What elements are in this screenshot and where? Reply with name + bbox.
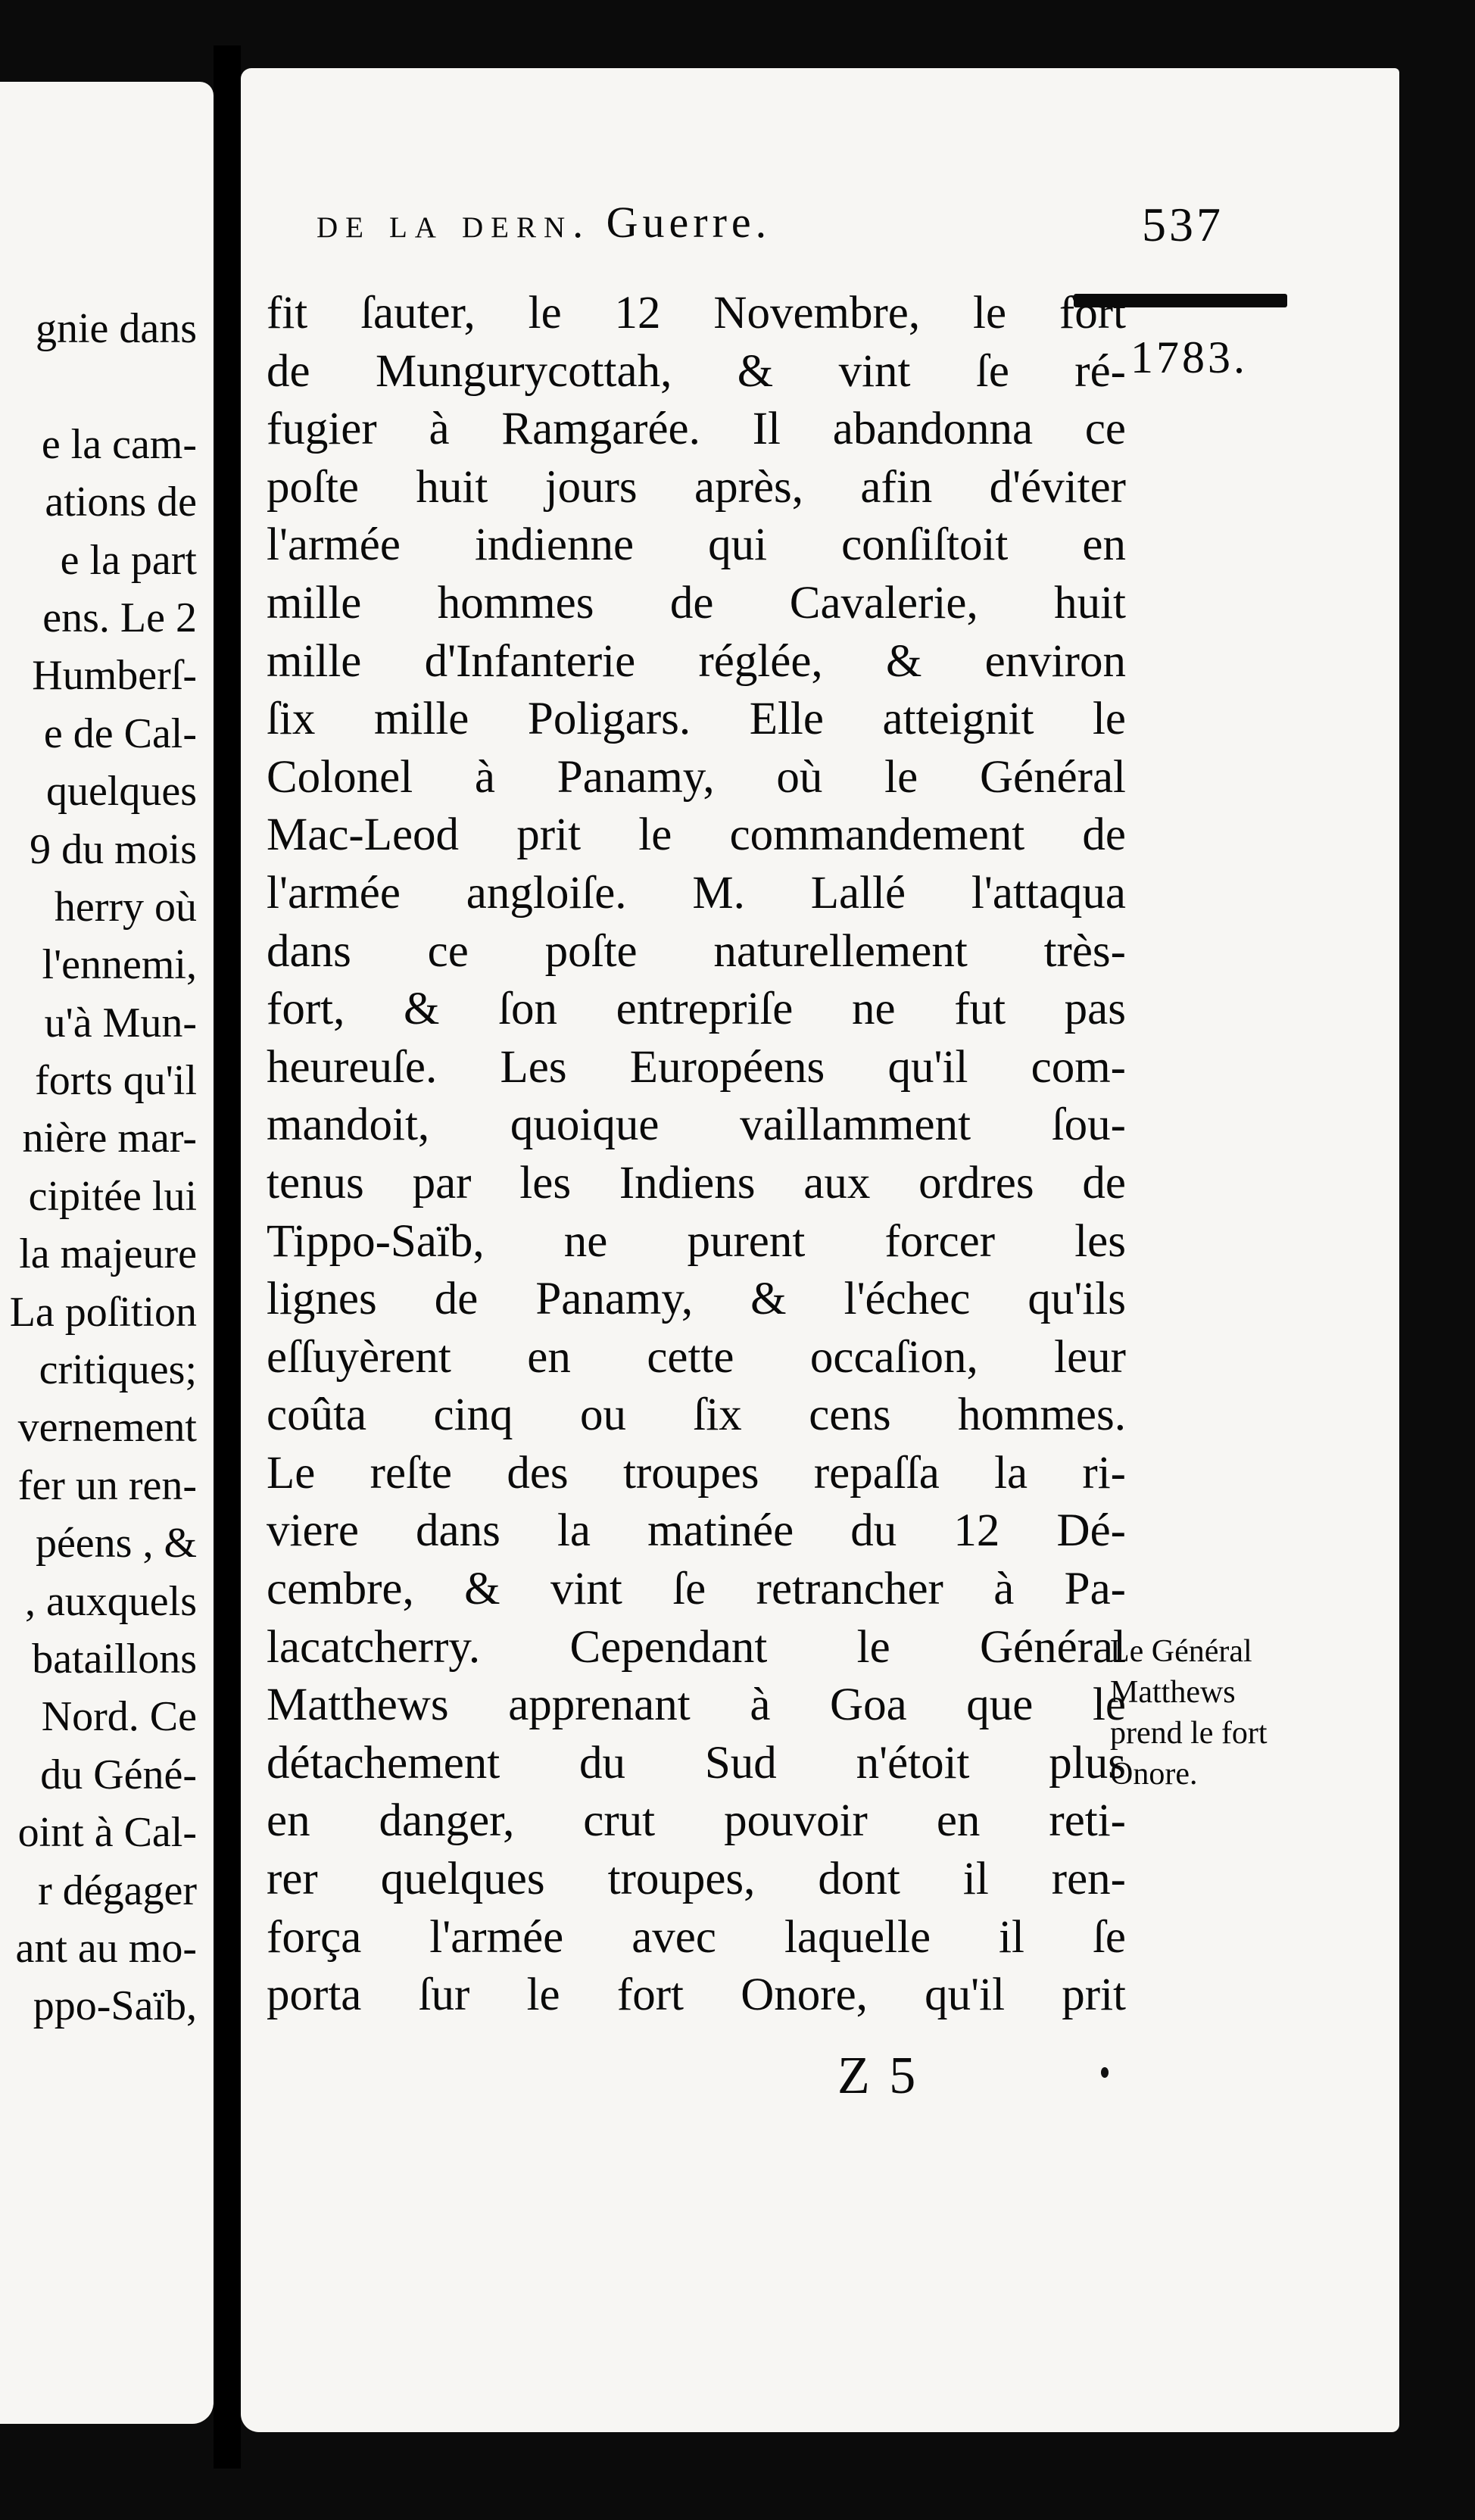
left-text-line: vernement — [17, 1404, 197, 1452]
body-text-line: coûta cinq ou ſix cens hommes. — [267, 1389, 1126, 1441]
margin-note-line: Matthews — [1110, 1675, 1236, 1710]
margin-year: 1783. — [1130, 332, 1248, 382]
ink-speck — [1101, 2067, 1109, 2078]
body-text-line: rer quelques troupes, dont il ren- — [267, 1854, 1126, 1905]
book-gutter — [214, 45, 241, 2469]
body-text-line: en danger, crut pouvoir en reti- — [267, 1795, 1126, 1847]
body-text-line: lacatcherry. Cependant le Général — [267, 1621, 1126, 1673]
body-text-line: viere dans la matinée du 12 Dé- — [267, 1505, 1126, 1557]
body-text-line: mille d'Infanterie réglée, & environ — [267, 635, 1126, 687]
running-head-title — [317, 197, 771, 248]
left-text-line: u'à Mun- — [44, 999, 197, 1046]
body-text-line: Colonel à Panamy, où le Général — [267, 751, 1126, 803]
body-text-line: fit ſauter, le 12 Novembre, le fort — [267, 288, 1126, 338]
left-text-line: ant au mo- — [15, 1924, 197, 1972]
body-text — [267, 285, 1126, 2025]
right-page — [241, 68, 1399, 2432]
body-text-line: fort, & ſon entrepriſe ne fut pas — [267, 984, 1126, 1035]
left-text-line: bataillons — [32, 1635, 197, 1683]
left-text-line: cipitée lui — [28, 1172, 197, 1220]
running-head — [317, 197, 1308, 273]
body-text-line: cembre, & vint ſe retrancher à Pa- — [267, 1564, 1126, 1615]
left-text-line: gnie dans — [35, 305, 197, 352]
left-text-line: r dégager — [38, 1867, 197, 1914]
left-text-line: péens , & — [35, 1520, 197, 1567]
body-text-line: l'armée angloiſe. M. Lallé l'attaqua — [267, 867, 1126, 918]
left-text-line: la majeure — [19, 1230, 197, 1278]
left-text-line: ppo-Saïb, — [33, 1982, 197, 2030]
left-text-line: critiques; — [39, 1346, 197, 1394]
body-text-line: dans ce poſte naturellement très- — [267, 925, 1126, 977]
running-head-prefix: de la dern. — [317, 200, 591, 247]
body-text-line: mille hommes de Cavalerie, huit — [267, 577, 1126, 628]
left-text-line: du Géné- — [40, 1751, 197, 1798]
left-text-line: fer un ren- — [17, 1461, 197, 1509]
left-text-line: 9 du mois — [30, 825, 197, 873]
body-text-line: Matthews apprenant à Goa que le — [267, 1679, 1126, 1731]
body-text-line: fugier à Ramgarée. Il abandonna ce — [267, 404, 1126, 455]
body-text-line: heureuſe. Les Européens qu'il com- — [267, 1041, 1126, 1093]
running-head-word: Guerre. — [606, 198, 772, 247]
left-text-line: La poſition — [9, 1288, 197, 1336]
left-text-line: l'ennemi, — [42, 941, 197, 989]
left-text-line — [10, 357, 197, 415]
left-text-line: forts qu'il — [35, 1057, 197, 1105]
left-page — [0, 82, 214, 2424]
body-text-line: ſix mille Poligars. Elle atteignit le — [267, 694, 1126, 745]
left-text-line: quelques — [45, 768, 197, 816]
left-text-line: oint à Cal- — [17, 1809, 197, 1857]
body-text-line: Tippo-Saïb, ne purent forcer les — [267, 1215, 1126, 1267]
left-text-line: e la part — [60, 536, 197, 584]
left-text-line: Humberſ- — [32, 652, 197, 700]
body-text-line: mandoit, quoique vaillamment ſou- — [267, 1099, 1126, 1151]
signature-mark: Z 5 — [837, 2047, 919, 2105]
body-text-line: poſte huit jours après, afin d'éviter — [267, 461, 1126, 513]
margin-note-line: Le Général — [1110, 1634, 1252, 1669]
margin-note — [1110, 1631, 1314, 1795]
left-text-line: ens. Le 2 — [42, 594, 197, 641]
body-text-line: l'armée indienne qui conſiſtoit en — [267, 519, 1126, 571]
body-text-line: porta ſur le fort Onore, qu'il prit — [267, 1970, 1126, 2021]
body-text-line: lignes de Panamy, & l'échec qu'ils — [267, 1274, 1126, 1325]
left-text-line: Nord. Ce — [41, 1693, 197, 1741]
left-text-line: ations de — [45, 479, 197, 526]
left-text-line: herry où — [54, 883, 197, 931]
left-text-line: e la cam- — [41, 420, 197, 468]
left-text-line: nière mar- — [22, 1115, 197, 1162]
body-text-line: détachement du Sud n'étoit plus — [267, 1737, 1126, 1789]
body-text-line: força l'armée avec laquelle il ſe — [267, 1911, 1126, 1963]
body-text-line: Mac-Leod prit le commandement de — [267, 809, 1126, 861]
page-number: 537 — [1142, 198, 1224, 251]
margin-note-line: prend le fort — [1110, 1716, 1268, 1751]
left-page-text — [10, 300, 197, 2035]
body-text-line: tenus par les Indiens aux ordres de — [267, 1157, 1126, 1209]
body-text-line: eſſuyèrent en cette occaſion, leur — [267, 1331, 1126, 1383]
left-text-line: e de Cal- — [43, 710, 197, 757]
margin-note-line: Onore. — [1110, 1757, 1198, 1792]
body-text-line: Le reſte des troupes repaſſa la ri- — [267, 1447, 1126, 1499]
body-text-line: de Mungurycottah, & vint ſe ré- — [267, 345, 1126, 397]
left-text-line: , auxquels — [24, 1577, 197, 1625]
